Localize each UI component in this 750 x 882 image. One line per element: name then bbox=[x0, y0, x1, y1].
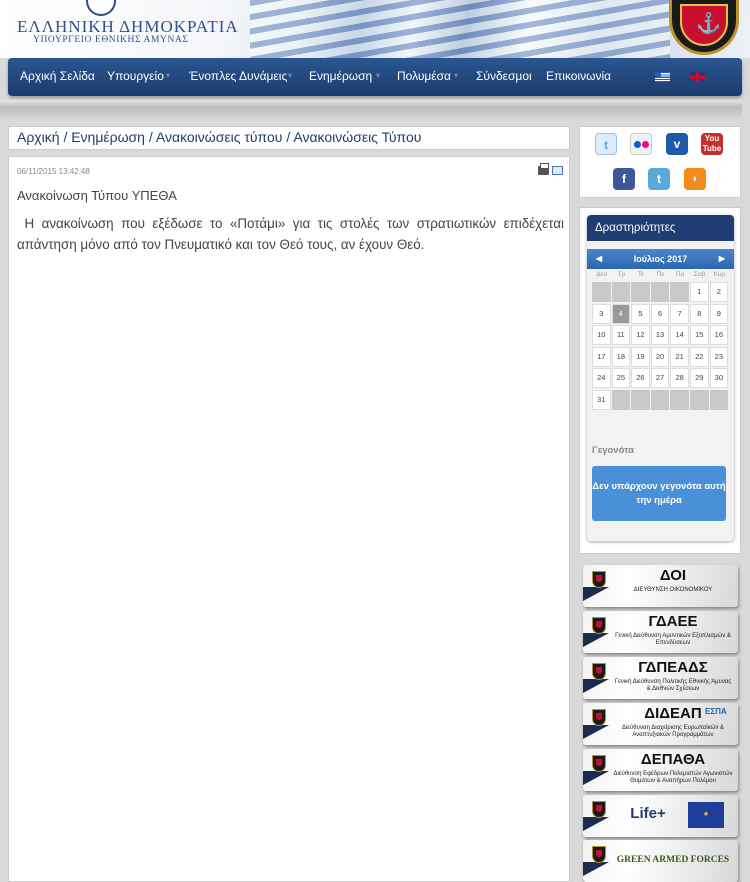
banner-subtitle: ΔΙΕΥΘΥΝΣΗ ΟΙΚΟΝΟΜΙΚΟΥ bbox=[633, 587, 713, 593]
weekday-header: Σαβ bbox=[693, 271, 706, 278]
calendar-day[interactable]: 2 bbox=[710, 282, 729, 302]
army-shield-icon bbox=[592, 571, 606, 588]
calendar-day[interactable]: 15 bbox=[690, 325, 709, 345]
banner-corner bbox=[583, 587, 609, 601]
banner-corner bbox=[583, 725, 609, 739]
nav-item-multimedia[interactable]: Πολυμέσα bbox=[397, 69, 451, 83]
nav-item-links[interactable]: Σύνδεσμοι bbox=[476, 69, 532, 83]
calendar-empty-cell bbox=[690, 390, 709, 410]
calendar-empty-cell bbox=[592, 282, 611, 302]
facebook-icon[interactable]: f bbox=[613, 168, 635, 190]
breadcrumb-current[interactable]: Ανακοινώσεις Τύπου bbox=[293, 129, 422, 145]
banner-title: ΔΙΔΕΑΠ bbox=[644, 705, 702, 722]
breadcrumb-press-releases[interactable]: Ανακοινώσεις τύπου bbox=[155, 129, 283, 145]
breadcrumb-separator: / bbox=[286, 129, 291, 145]
calendar-day[interactable]: 22 bbox=[690, 347, 709, 367]
english-flag-icon[interactable] bbox=[690, 72, 705, 82]
nav-item-home[interactable]: Αρχική Σελίδα bbox=[20, 69, 95, 83]
banner-subtitle: Γενική Διεύθυνση Πολιτικής Εθνικής Άμυνας & Διεθνών Σχέσεων bbox=[614, 679, 732, 692]
no-events-message: Δεν υπάρχουν γεγονότα αυτή την ημέρα bbox=[592, 466, 726, 521]
army-crest-icon: ⚓ bbox=[669, 0, 739, 55]
breadcrumb bbox=[8, 126, 570, 150]
nav-dropdown-icon: ▾ bbox=[376, 71, 381, 80]
banner-subtitle: Διεύθυνση Εφέδρων Πολεμιστών Αγωνιστών Θυμάτων & Αναπήρων Πολέμου bbox=[613, 771, 733, 784]
weekday-header: Πα bbox=[675, 271, 685, 278]
events-label: Γεγονότα bbox=[592, 445, 634, 456]
calendar-day[interactable]: 28 bbox=[670, 368, 689, 388]
army-shield-icon bbox=[592, 617, 606, 634]
flag-wave-background bbox=[250, 0, 670, 58]
site-subtitle[interactable]: ΥΠΟΥΡΓΕΙΟ ΕΘΝΙΚΗΣ ΑΜΥΝΑΣ bbox=[33, 35, 189, 45]
calendar-day[interactable]: 7 bbox=[670, 304, 689, 324]
article-title: Ανακοίνωση Τύπου ΥΠΕΘΑ bbox=[17, 188, 177, 203]
chevron-left-icon[interactable]: ◀ bbox=[595, 254, 603, 263]
calendar-empty-cell bbox=[612, 390, 631, 410]
calendar-day[interactable]: 29 bbox=[690, 368, 709, 388]
calendar-day[interactable]: 27 bbox=[651, 368, 670, 388]
banner-corner bbox=[583, 679, 609, 693]
email-icon[interactable] bbox=[552, 166, 563, 175]
banner-title: Life+ bbox=[630, 805, 666, 822]
twitter-icon[interactable]: t bbox=[648, 168, 670, 190]
calendar-day[interactable]: 25 bbox=[612, 368, 631, 388]
print-icon[interactable] bbox=[538, 166, 549, 175]
calendar-empty-cell bbox=[651, 390, 670, 410]
banner-dideap[interactable] bbox=[583, 703, 738, 745]
banner-corner bbox=[583, 633, 609, 647]
chevron-right-icon[interactable]: ▶ bbox=[718, 254, 726, 263]
breadcrumb-news[interactable]: Ενημέρωση bbox=[71, 129, 145, 145]
banner-title: ΓΔΑΕΕ bbox=[648, 613, 698, 630]
calendar-day[interactable]: 20 bbox=[651, 347, 670, 367]
breadcrumb-home[interactable]: Αρχική bbox=[17, 129, 60, 145]
calendar-day[interactable]: 10 bbox=[592, 325, 611, 345]
calendar-day[interactable]: 24 bbox=[592, 368, 611, 388]
nav-item-news[interactable]: Ενημέρωση bbox=[309, 69, 373, 83]
greek-emblem-icon bbox=[86, 0, 116, 16]
header-shadow-band bbox=[0, 100, 742, 118]
calendar-day[interactable]: 16 bbox=[710, 325, 729, 345]
site-header bbox=[0, 0, 750, 58]
weekday-header: Πε bbox=[656, 271, 665, 278]
calendar-day[interactable]: 13 bbox=[651, 325, 670, 345]
army-shield-icon bbox=[592, 663, 606, 680]
flickr-icon[interactable] bbox=[630, 133, 652, 155]
calendar-empty-cell bbox=[651, 282, 670, 302]
calendar-day[interactable]: 9 bbox=[710, 304, 729, 324]
banner-subtitle: Γενική Διεύθυνση Αμυντικών Εξοπλισμών & Επενδύσεων bbox=[615, 633, 731, 646]
calendar-day[interactable]: 1 bbox=[690, 282, 709, 302]
army-shield-icon bbox=[592, 709, 606, 726]
calendar-day[interactable]: 11 bbox=[612, 325, 631, 345]
banner-title: ΔΕΠΑΘΑ bbox=[640, 751, 706, 768]
calendar-day[interactable]: 12 bbox=[631, 325, 650, 345]
banner-depatha[interactable] bbox=[583, 749, 738, 791]
banner-title: GREEN ARMED FORCES bbox=[616, 855, 730, 865]
main-navigation bbox=[8, 58, 742, 96]
calendar-day[interactable]: 6 bbox=[651, 304, 670, 324]
vimeo-icon[interactable]: v bbox=[666, 133, 688, 155]
article-body bbox=[17, 213, 564, 255]
calendar-day[interactable]: 18 bbox=[612, 347, 631, 367]
calendar-month-label: Ιούλιος 2017 bbox=[633, 254, 688, 264]
banner-corner bbox=[583, 771, 609, 785]
calendar-day[interactable]: 19 bbox=[631, 347, 650, 367]
calendar-day[interactable]: 23 bbox=[710, 347, 729, 367]
nav-dropdown-icon: ▾ bbox=[288, 71, 293, 80]
espa-badge: ΕΣΠΑ bbox=[705, 707, 727, 716]
calendar-day[interactable]: 30 bbox=[710, 368, 729, 388]
activities-panel bbox=[579, 207, 741, 554]
calendar-empty-cell bbox=[631, 390, 650, 410]
calendar-day[interactable]: 4 bbox=[612, 304, 631, 324]
weekday-header: Τε bbox=[637, 271, 645, 278]
nav-item-armed-forces[interactable]: Ένοπλες Δυνάμεις bbox=[189, 69, 288, 83]
calendar-empty-cell bbox=[670, 390, 689, 410]
banner-subtitle: Διεύθυνση Διαχείρισης Ευρωπαϊκών & Αναπτυξιακών Προγραμμάτων bbox=[621, 725, 725, 738]
weekday-header: Δευ bbox=[596, 271, 608, 278]
nav-item-ministry[interactable]: Υπουργείο bbox=[107, 69, 164, 83]
banner-gdpeads[interactable] bbox=[583, 657, 738, 699]
calendar-empty-cell bbox=[612, 282, 631, 302]
youtube-icon[interactable]: You Tube bbox=[702, 134, 722, 153]
eu-flag-icon: ★ bbox=[688, 802, 724, 828]
banner-gdaee[interactable] bbox=[583, 611, 738, 653]
banner-doi[interactable] bbox=[583, 565, 738, 607]
army-shield-icon bbox=[592, 846, 606, 863]
calendar-day[interactable]: 14 bbox=[670, 325, 689, 345]
article-date: 06/11/2015 13:42:48 bbox=[17, 167, 90, 176]
greek-flag-icon[interactable] bbox=[655, 72, 670, 82]
activities-widget bbox=[587, 215, 734, 541]
article-body-text: Η ανακοίνωση που εξέδωσε το «Ποτάμι» για τις στολές των στρατιωτικών επιδέχεται απάντηση μόνο από τον Πνευματικό και τον Θεό τους, αν έχουν Θεό. bbox=[17, 216, 564, 252]
banner-title: ΓΔΠΕΑΔΣ bbox=[638, 659, 708, 676]
calendar-day[interactable]: 17 bbox=[592, 347, 611, 367]
rss-icon[interactable]: ◗ bbox=[684, 168, 706, 190]
calendar-day[interactable]: 3 bbox=[592, 304, 611, 324]
calendar-month-bar bbox=[587, 249, 734, 269]
activities-title: Δραστηριότητες bbox=[587, 215, 734, 241]
site-title[interactable]: ΕΛΛΗΝΙΚΗ ΔΗΜΟΚΡΑΤΙΑ bbox=[17, 17, 239, 36]
social-panel bbox=[579, 126, 741, 198]
twitter-bird-icon[interactable]: t bbox=[595, 133, 617, 155]
calendar-empty-cell bbox=[670, 282, 689, 302]
weekday-header: Κυρ bbox=[713, 271, 726, 278]
army-shield-icon bbox=[592, 755, 606, 772]
calendar-empty-cell bbox=[631, 282, 650, 302]
banner-title: ΔΟΙ bbox=[659, 567, 687, 584]
breadcrumb-separator: / bbox=[63, 129, 68, 145]
breadcrumb-separator: / bbox=[148, 129, 153, 145]
calendar-day[interactable]: 31 bbox=[592, 390, 611, 410]
weekday-header: Τρ bbox=[617, 271, 626, 278]
nav-dropdown-icon: ▾ bbox=[166, 71, 171, 80]
calendar-day[interactable]: 5 bbox=[631, 304, 650, 324]
calendar-day[interactable]: 8 bbox=[690, 304, 709, 324]
banner-life-plus[interactable] bbox=[583, 795, 738, 837]
article-panel bbox=[8, 156, 570, 882]
calendar-day[interactable]: 21 bbox=[670, 347, 689, 367]
calendar-empty-cell bbox=[710, 390, 729, 410]
nav-dropdown-icon: ▾ bbox=[454, 71, 459, 80]
calendar-day[interactable]: 26 bbox=[631, 368, 650, 388]
banner-green-armed-forces[interactable] bbox=[583, 840, 738, 882]
nav-item-contact[interactable]: Επικοινωνία bbox=[546, 69, 612, 83]
banner-corner bbox=[583, 862, 609, 876]
